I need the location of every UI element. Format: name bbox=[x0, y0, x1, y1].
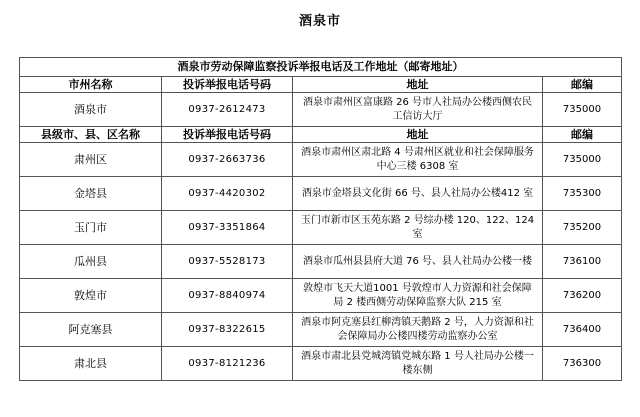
header-phone: 投诉举报电话号码 bbox=[162, 127, 293, 143]
row-address: 酒泉市金塔县文化街 66 号、县人社局办公楼412 室 bbox=[293, 177, 543, 211]
row-name: 肃州区 bbox=[20, 143, 162, 177]
row-zip: 735000 bbox=[543, 143, 622, 177]
row-phone: 0937-2612473 bbox=[162, 93, 293, 127]
city-header-row bbox=[20, 77, 622, 93]
row-address: 酒泉市阿克塞县红柳湾镇天鹅路 2 号，人力资源和社会保障局办公楼四楼劳动监察办公室 bbox=[293, 313, 543, 347]
row-phone: 0937-8121236 bbox=[162, 347, 293, 381]
row-address: 玉门市新市区玉苑东路 2 号综办楼 120、122、124 室 bbox=[293, 211, 543, 245]
labor-inspection-table bbox=[19, 57, 622, 381]
row-name: 金塔县 bbox=[20, 177, 162, 211]
table-row bbox=[20, 313, 622, 347]
row-name: 玉门市 bbox=[20, 211, 162, 245]
row-name: 敦煌市 bbox=[20, 279, 162, 313]
row-name: 酒泉市 bbox=[20, 93, 162, 127]
row-phone: 0937-4420302 bbox=[162, 177, 293, 211]
table-caption: 酒泉市劳动保障监察投诉举报电话及工作地址（邮寄地址） bbox=[20, 58, 622, 77]
header-zip: 邮编 bbox=[543, 127, 622, 143]
header-zip: 邮编 bbox=[543, 77, 622, 93]
header-city-name: 市州名称 bbox=[20, 77, 162, 93]
row-address: 酒泉市瓜州县县府大道 76 号、县人社局办公楼一楼 bbox=[293, 245, 543, 279]
table-row bbox=[20, 143, 622, 177]
row-phone: 0937-3351864 bbox=[162, 211, 293, 245]
header-address: 地址 bbox=[293, 77, 543, 93]
row-address: 酒泉市肃州区肃北路 4 号肃州区就业和社会保障服务中心三楼 6308 室 bbox=[293, 143, 543, 177]
county-header-row bbox=[20, 127, 622, 143]
table-caption-row bbox=[20, 58, 622, 77]
table-row bbox=[20, 211, 622, 245]
row-zip: 736100 bbox=[543, 245, 622, 279]
row-zip: 736200 bbox=[543, 279, 622, 313]
row-zip: 736400 bbox=[543, 313, 622, 347]
table-row bbox=[20, 279, 622, 313]
table-row bbox=[20, 93, 622, 127]
table-row bbox=[20, 245, 622, 279]
row-zip: 736300 bbox=[543, 347, 622, 381]
header-address: 地址 bbox=[293, 127, 543, 143]
row-zip: 735200 bbox=[543, 211, 622, 245]
row-zip: 735000 bbox=[543, 93, 622, 127]
row-zip: 735300 bbox=[543, 177, 622, 211]
row-address: 酒泉市肃州区富康路 26 号市人社局办公楼西侧农民工信访大厅 bbox=[293, 93, 543, 127]
row-phone: 0937-8840974 bbox=[162, 279, 293, 313]
row-phone: 0937-8322615 bbox=[162, 313, 293, 347]
header-county-name: 县级市、县、区名称 bbox=[20, 127, 162, 143]
row-name: 阿克塞县 bbox=[20, 313, 162, 347]
row-phone: 0937-2663736 bbox=[162, 143, 293, 177]
header-phone: 投诉举报电话号码 bbox=[162, 77, 293, 93]
table-row bbox=[20, 347, 622, 381]
table-row bbox=[20, 177, 622, 211]
row-address: 敦煌市飞天大道1001 号敦煌市人力资源和社会保障局 2 楼西侧劳动保障监察大队 215 室 bbox=[293, 279, 543, 313]
row-name: 瓜州县 bbox=[20, 245, 162, 279]
row-phone: 0937-5528173 bbox=[162, 245, 293, 279]
page-title: 酒泉市 bbox=[298, 14, 341, 29]
row-address: 酒泉市肃北县党城湾镇党城东路 1 号人社局办公楼一楼东侧 bbox=[293, 347, 543, 381]
row-name: 肃北县 bbox=[20, 347, 162, 381]
